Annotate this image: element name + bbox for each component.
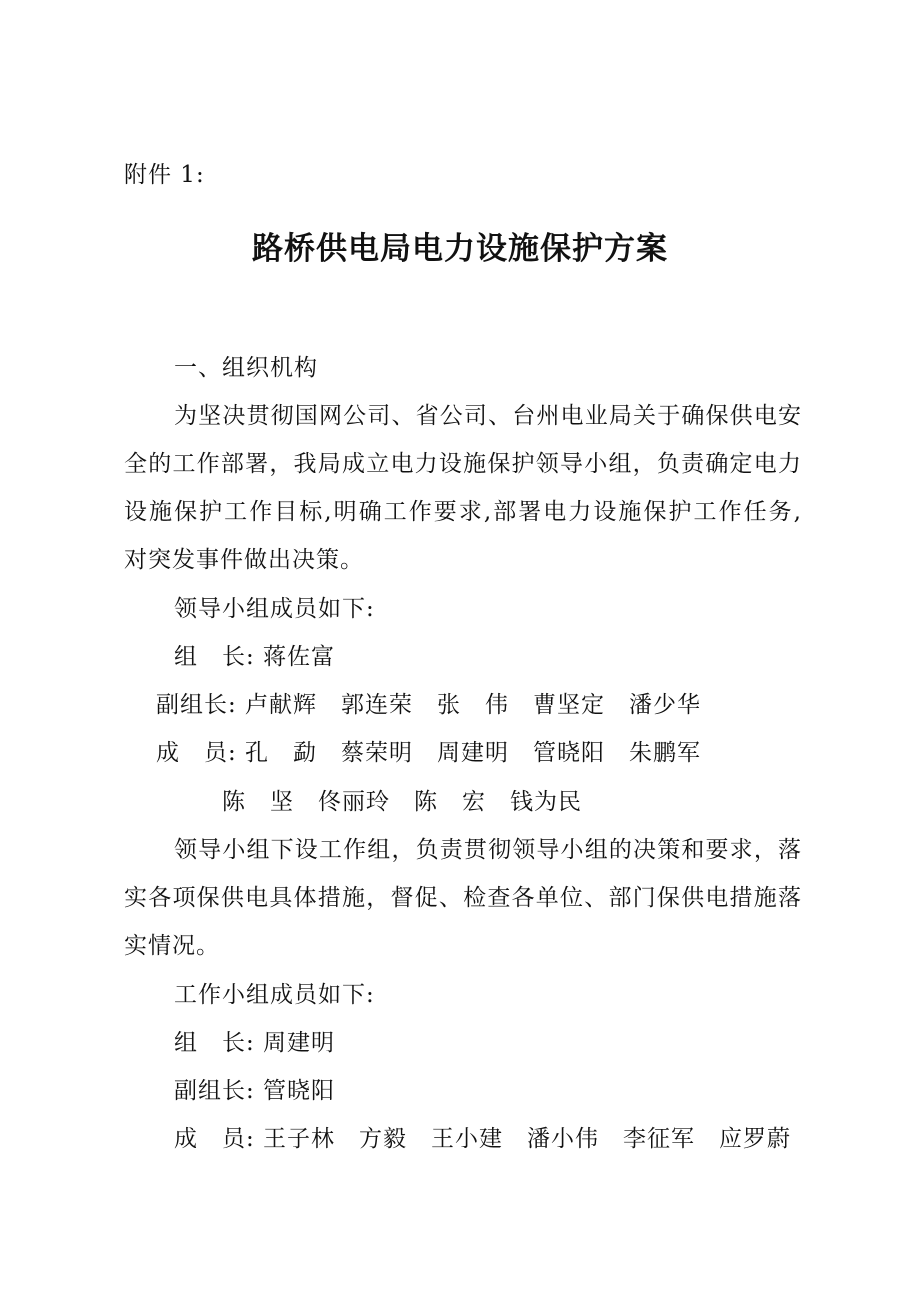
working-group-members: 成 员: 王子林 方毅 王小建 潘小伟 李征军 应罗蔚 — [174, 1126, 792, 1152]
leadership-group-deputy: 副组长: 卢献辉 郭连荣 张 伟 曹坚定 潘少华 — [156, 692, 702, 718]
working-group-intro: 工作小组成员如下: — [174, 982, 375, 1008]
section-heading-organization: 一、组织机构 — [174, 355, 318, 381]
leadership-group-leader: 组 长: 蒋佐富 — [174, 644, 336, 670]
paragraph-1-line-3: 设施保护工作目标,明确工作要求,部署电力设施保护工作任务, — [124, 499, 802, 525]
working-group-leader: 组 长: 周建明 — [174, 1030, 336, 1056]
paragraph-1-line-1: 为坚决贯彻国网公司、省公司、台州电业局关于确保供电安 — [174, 403, 802, 429]
paragraph-2-line-3: 实情况。 — [124, 933, 220, 959]
leadership-group-intro: 领导小组成员如下: — [174, 596, 375, 622]
paragraph-1-line-4: 对突发事件做出决策。 — [124, 547, 364, 573]
paragraph-2-line-1: 领导小组下设工作组，负责贯彻领导小组的决策和要求，落 — [174, 837, 802, 863]
paragraph-2-line-2: 实各项保供电具体措施，督促、检查各单位、部门保供电措施落 — [124, 885, 802, 911]
leadership-group-members-line-2: 陈 坚 佟丽玲 陈 宏 钱为民 — [222, 789, 582, 815]
working-group-deputy: 副组长: 管晓阳 — [174, 1078, 336, 1104]
attachment-label: 附件 1: — [124, 162, 205, 188]
document-title: 路桥供电局电力设施保护方案 — [252, 231, 668, 267]
leadership-group-members-line-1: 成 员: 孔 勐 蔡荣明 周建明 管晓阳 朱鹏军 — [156, 740, 702, 766]
paragraph-1-line-2: 全的工作部署，我局成立电力设施保护领导小组，负责确定电力 — [124, 451, 802, 477]
